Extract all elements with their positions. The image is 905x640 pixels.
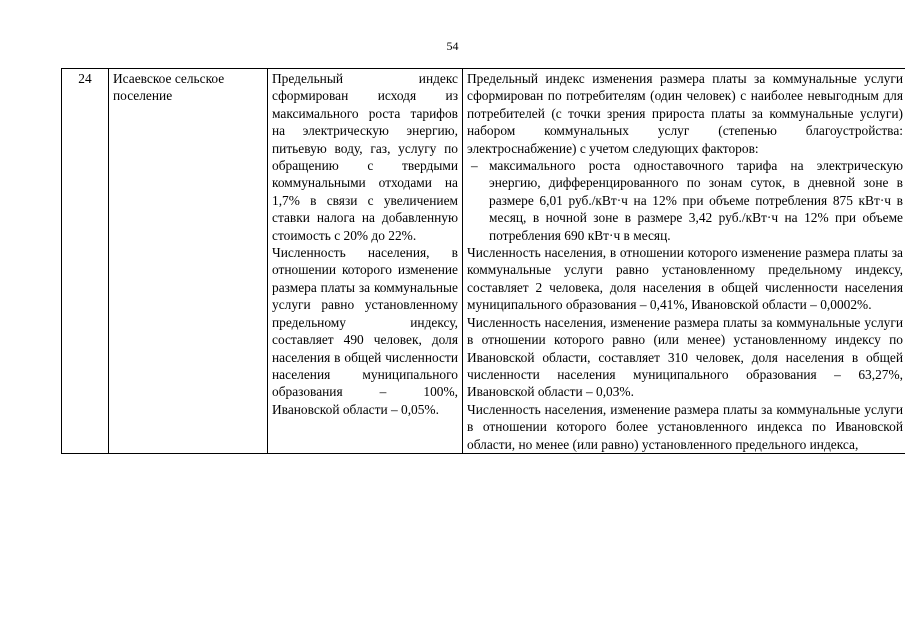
population-more-paragraph: Численность населения, изменение размера платы за коммунальные услуги в отношении которого более установленного индекса по Ивановской области, но менее (или равно) установленного предельного индекса, (467, 401, 903, 452)
index-basis-cell (268, 69, 463, 454)
row-number-cell (62, 69, 109, 454)
tariff-table (61, 68, 905, 454)
table-row (62, 69, 905, 454)
population-paragraph: Численность населения, в отношении которого изменение размера платы за коммунальные услуги равно установленному предельному индексу, составляет 490 человек, доля населения в общей численности населения муниципального образования – 100%, Ивановской области – 0,05%. (272, 245, 458, 417)
row-number: 24 (78, 71, 92, 86)
index-details-cell (463, 69, 905, 454)
factors-list (467, 157, 903, 244)
settlement-name: Исаевское сельское поселение (113, 71, 225, 104)
details-intro-paragraph: Предельный индекс изменения размера платы за коммунальные услуги сформирован по потребителям (один человек) с наиболее невыгодным для потребителей (с точки зрения прироста платы за коммунальные услуги) набором коммунальных услуг (степенью благоустройства: электроснабжение) с учетом следующих факторов: (467, 71, 903, 156)
list-item: – максимального роста одноставочного тарифа на электрическую энергию, дифференцированного по зонам суток, в дневной зоне в размере 6,01 руб./кВт·ч на 12% при объеме потребления 875 кВт·ч в месяц, в ночной зоне в размере 3,42 руб./кВт·ч на 12% при объеме потребления 690 кВт·ч в месяц. (467, 157, 903, 244)
population-equal-paragraph: Численность населения, в отношении которого изменение размера платы за коммунальные услуги равно установленному предельному индексу, составляет 2 человека, доля населения в общей численности населения муниципального образования – 0,41%, Ивановской области – 0,0002%. (467, 245, 903, 313)
population-less-paragraph: Численность населения, изменение размера платы за коммунальные услуги в отношении которого равно (или менее) установленному индексу по Ивановской области, составляет 310 человек, доля населения в общей численности населения муниципального образования – 63,27%, Ивановской области – 0,03%. (467, 314, 903, 400)
index-basis-paragraph: Предельный индекс сформирован исходя из максимального роста тарифов на электрическую энергию, питьевую воду, газ, услугу по обращению с твердыми коммунальными отходами на 1,7% в связи с увеличением ставки налога на добавленную стоимость с 20% до 22%. (272, 71, 458, 243)
settlement-cell (109, 69, 268, 454)
page-number: 54 (446, 39, 459, 53)
